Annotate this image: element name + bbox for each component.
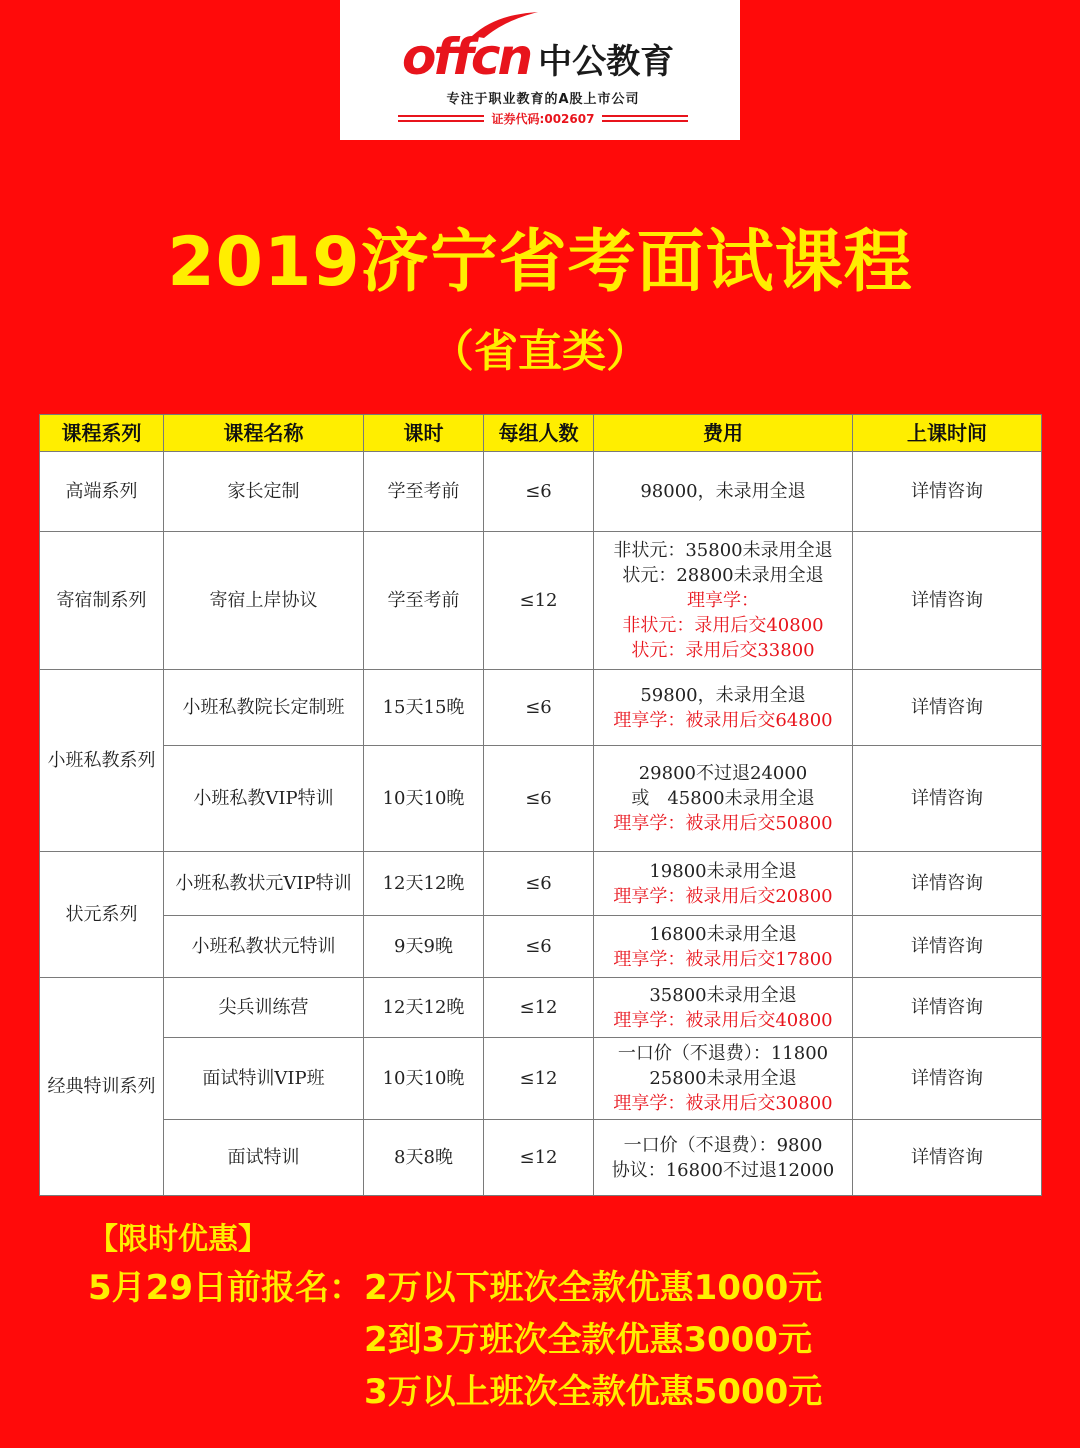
header-fee: 费用 — [594, 415, 853, 452]
class-time-cell: 详情咨询 — [853, 532, 1042, 670]
course-name-cell: 面试特训VIP班 — [164, 1038, 364, 1120]
fee-line-highlight: 理享学：被录用后交30800 — [613, 1093, 833, 1114]
fee-line: 35800未录用全退 — [649, 984, 797, 1006]
hours-cell: 10天10晚 — [364, 1038, 484, 1120]
header-hours: 课时 — [364, 415, 484, 452]
header-series: 课程系列 — [40, 415, 164, 452]
fee-line: 16800未录用全退 — [649, 923, 797, 945]
series-cell-series-small-class: 小班私教系列 — [40, 670, 164, 852]
fee-line-highlight: 理享学：被录用后交20800 — [613, 885, 833, 907]
page-title: 2019济宁省考面试课程 — [167, 223, 913, 302]
table-row — [40, 532, 1042, 670]
hours-cell: 9天9晚 — [364, 916, 484, 978]
class-time-cell: 详情咨询 — [853, 1120, 1042, 1196]
course-name-cell: 寄宿上岸协议 — [164, 532, 364, 670]
fee-line-highlight: 理享学： — [687, 590, 759, 611]
promo-item: 3万以上班次全款优惠5000元 — [364, 1372, 823, 1412]
logo — [340, 0, 740, 140]
course-name-cell: 小班私教院长定制班 — [164, 670, 364, 746]
fee-line: 协议：16800不过退12000 — [611, 1159, 835, 1181]
promo-section — [88, 1218, 822, 1418]
fee-cell — [594, 978, 853, 1038]
page-subtitle: （省直类） — [430, 326, 650, 377]
table-row — [40, 452, 1042, 532]
fee-line: 状元：28800未录用全退 — [622, 565, 824, 586]
logo-stock-code: 证券代码:002607 — [491, 111, 595, 126]
course-name-cell: 小班私教状元特训 — [164, 916, 364, 978]
divider — [398, 115, 484, 122]
promo-label: 5月29日前报名： — [88, 1268, 363, 1308]
fee-cell — [594, 1038, 853, 1120]
series-cell-series-classic: 经典特训系列 — [40, 978, 164, 1196]
group-size-cell: ≤6 — [484, 746, 594, 852]
group-size-cell: ≤6 — [484, 670, 594, 746]
table-header-row — [40, 415, 1042, 452]
class-time-cell: 详情咨询 — [853, 746, 1042, 852]
hours-cell: 学至考前 — [364, 532, 484, 670]
group-size-cell: ≤6 — [484, 452, 594, 532]
fee-cell — [594, 1120, 853, 1196]
fee-line-highlight: 状元：录用后交33800 — [631, 640, 815, 661]
fee-line: 59800，未录用全退 — [640, 684, 806, 706]
promo-item: 2到3万班次全款优惠3000元 — [364, 1320, 812, 1360]
fee-line: 19800未录用全退 — [649, 860, 797, 882]
fee-line: 98000，未录用全退 — [640, 481, 806, 502]
table-row — [40, 1120, 1042, 1196]
fee-line: 或 45800未录用全退 — [631, 788, 815, 809]
logo-brand: offcn — [402, 28, 531, 86]
series-cell-series-boarding: 寄宿制系列 — [40, 532, 164, 670]
hours-cell: 12天12晚 — [364, 978, 484, 1038]
fee-line-highlight: 非状元：录用后交40800 — [622, 615, 824, 636]
class-time-cell: 详情咨询 — [853, 452, 1042, 532]
group-size-cell: ≤6 — [484, 916, 594, 978]
series-cell-series-high-end: 高端系列 — [40, 452, 164, 532]
fee-cell — [594, 532, 853, 670]
group-size-cell: ≤12 — [484, 1038, 594, 1120]
course-name-cell: 小班私教状元VIP特训 — [164, 852, 364, 916]
hours-cell: 学至考前 — [364, 452, 484, 532]
course-name-cell: 面试特训 — [164, 1120, 364, 1196]
class-time-cell: 详情咨询 — [853, 852, 1042, 916]
hours-cell: 8天8晚 — [364, 1120, 484, 1196]
fee-line-highlight: 理享学：被录用后交40800 — [613, 1009, 833, 1031]
table-row — [40, 916, 1042, 978]
class-time-cell: 详情咨询 — [853, 916, 1042, 978]
fee-line: 一口价（不退费）：11800 — [617, 1043, 829, 1064]
course-table — [39, 414, 1042, 1196]
logo-name: 中公教育 — [538, 42, 675, 82]
class-time-cell: 详情咨询 — [853, 1038, 1042, 1120]
header-group-size: 每组人数 — [484, 415, 594, 452]
course-name-cell: 家长定制 — [164, 452, 364, 532]
class-time-cell: 详情咨询 — [853, 670, 1042, 746]
series-cell-series-champion: 状元系列 — [40, 852, 164, 978]
hours-cell: 10天10晚 — [364, 746, 484, 852]
fee-line: 一口价（不退费）：9800 — [623, 1134, 823, 1156]
fee-line: 非状元：35800未录用全退 — [613, 540, 833, 561]
table-row — [40, 852, 1042, 916]
logo-slogan: 专注于职业教育的A股上市公司 — [446, 92, 640, 107]
table-row — [40, 746, 1042, 852]
logo-stock-code-row — [398, 108, 688, 128]
fee-line-highlight: 理享学：被录用后交17800 — [613, 948, 833, 970]
group-size-cell: ≤12 — [484, 978, 594, 1038]
fee-cell — [594, 670, 853, 746]
table-row — [40, 978, 1042, 1038]
course-name-cell: 尖兵训练营 — [164, 978, 364, 1038]
group-size-cell: ≤12 — [484, 1120, 594, 1196]
divider — [602, 115, 688, 122]
group-size-cell: ≤12 — [484, 532, 594, 670]
header-course-name: 课程名称 — [164, 415, 364, 452]
fee-line: 25800未录用全退 — [649, 1068, 797, 1089]
hours-cell: 15天15晚 — [364, 670, 484, 746]
group-size-cell: ≤6 — [484, 852, 594, 916]
promo-heading: 【限时优惠】 — [88, 1222, 268, 1257]
fee-line-highlight: 理享学：被录用后交50800 — [613, 813, 833, 834]
class-time-cell: 详情咨询 — [853, 978, 1042, 1038]
fee-cell — [594, 916, 853, 978]
fee-cell — [594, 852, 853, 916]
header-class-time: 上课时间 — [853, 415, 1042, 452]
fee-cell — [594, 452, 853, 532]
fee-line: 29800不过退24000 — [638, 763, 808, 784]
promo-item: 2万以下班次全款优惠1000元 — [364, 1268, 823, 1308]
hours-cell: 12天12晚 — [364, 852, 484, 916]
table-row — [40, 670, 1042, 746]
course-name-cell: 小班私教VIP特训 — [164, 746, 364, 852]
fee-line-highlight: 理享学：被录用后交64800 — [613, 709, 833, 731]
table-row — [40, 1038, 1042, 1120]
fee-cell — [594, 746, 853, 852]
